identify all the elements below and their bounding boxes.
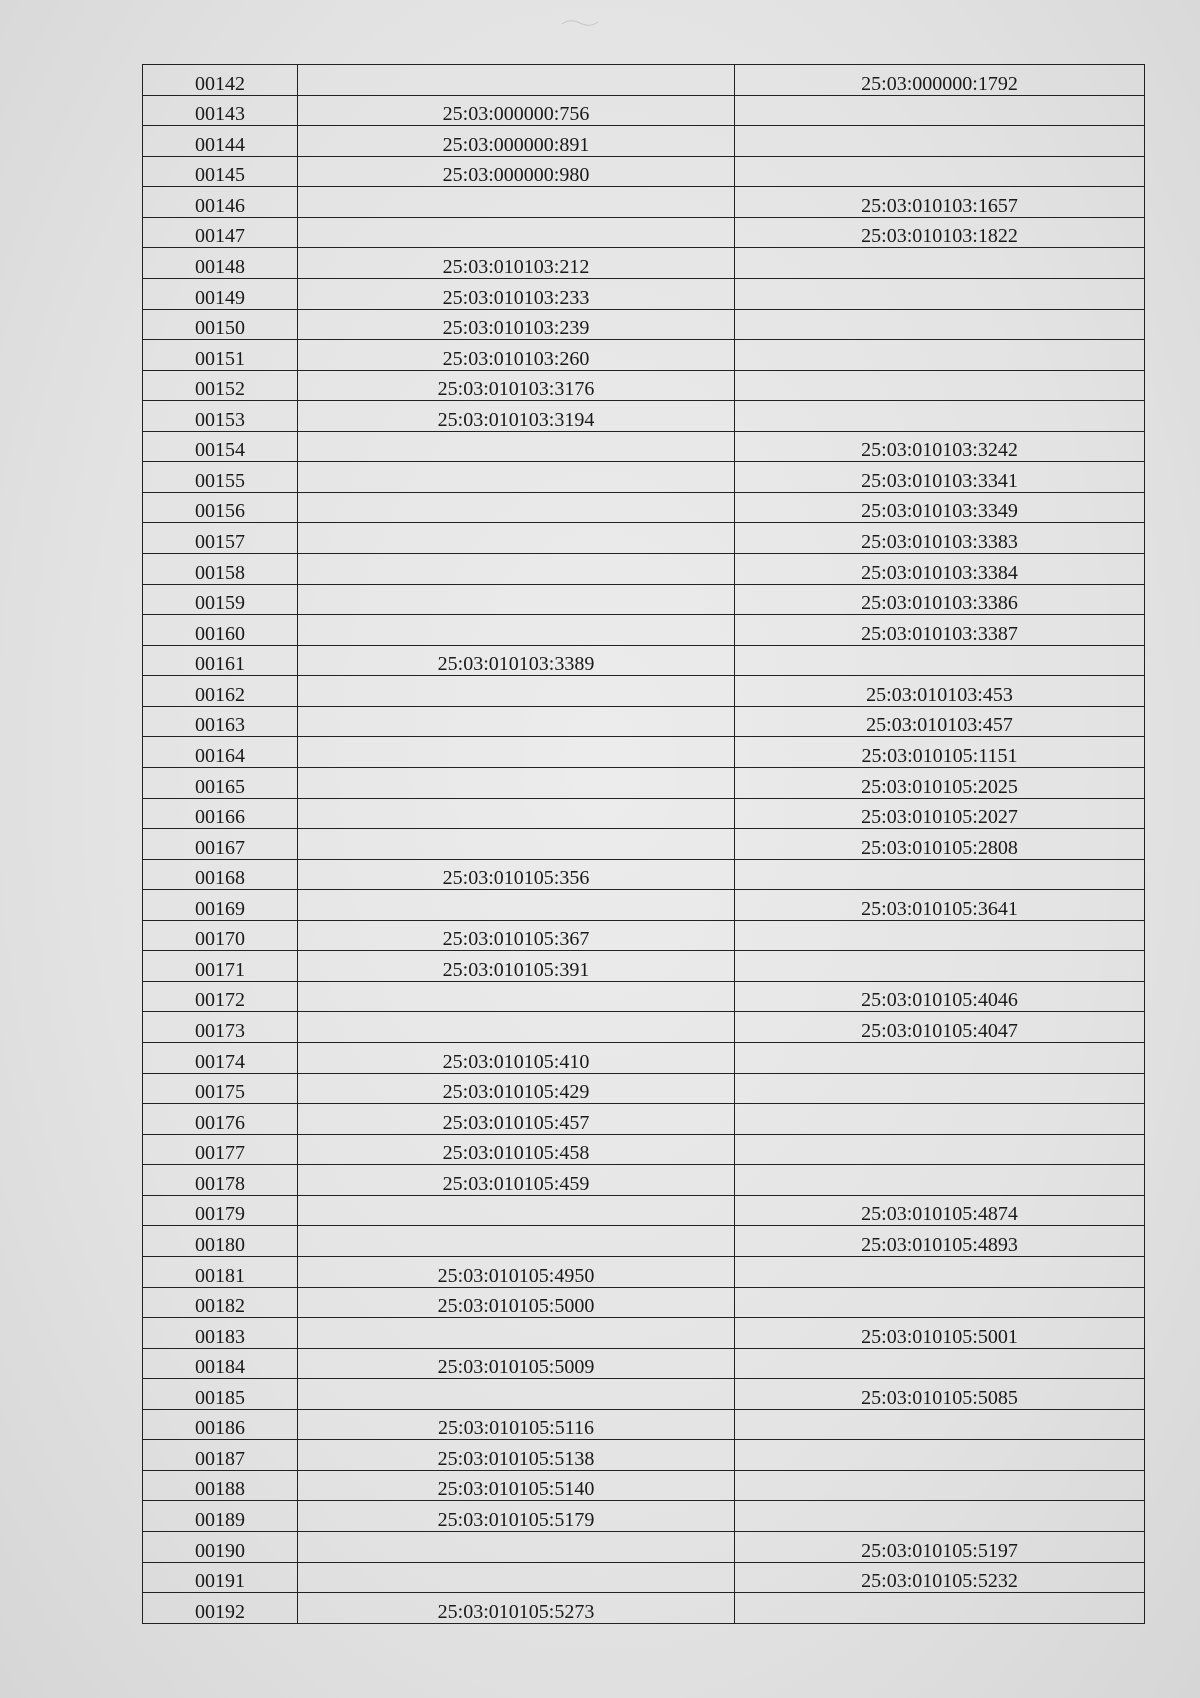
row-number-cell: 00171 [143, 951, 298, 982]
row-number-cell: 00182 [143, 1287, 298, 1318]
cadastral-number-cell-a: 25:03:010105:5138 [298, 1440, 735, 1471]
cadastral-number-cell-b [735, 1256, 1145, 1287]
cadastral-number-cell-a: 25:03:010105:5179 [298, 1501, 735, 1532]
cadastral-number-cell-a [298, 1532, 735, 1563]
cadastral-number-cell-a [298, 706, 735, 737]
cadastral-number-cell-a: 25:03:000000:756 [298, 95, 735, 126]
cadastral-number-cell-a: 25:03:010105:367 [298, 920, 735, 951]
cadastral-number-cell-a [298, 1195, 735, 1226]
cadastral-number-cell-a: 25:03:010105:429 [298, 1073, 735, 1104]
table-row [143, 676, 1145, 707]
row-number-cell: 00147 [143, 217, 298, 248]
table-row [143, 859, 1145, 890]
row-number-cell: 00157 [143, 523, 298, 554]
cadastral-number-cell-b [735, 1470, 1145, 1501]
table-row [143, 1593, 1145, 1624]
cadastral-number-cell-b [735, 920, 1145, 951]
row-number-cell: 00162 [143, 676, 298, 707]
cadastral-number-cell-a [298, 1318, 735, 1349]
row-number-cell: 00187 [143, 1440, 298, 1471]
row-number-cell: 00177 [143, 1134, 298, 1165]
cadastral-number-cell-a [298, 737, 735, 768]
cadastral-number-cell-a [298, 65, 735, 96]
table-row [143, 126, 1145, 157]
cadastral-number-cell-b [735, 401, 1145, 432]
cadastral-number-cell-b: 25:03:010105:4047 [735, 1012, 1145, 1043]
cadastral-number-cell-a: 25:03:010105:391 [298, 951, 735, 982]
table-row [143, 248, 1145, 279]
table-row [143, 890, 1145, 921]
row-number-cell: 00191 [143, 1562, 298, 1593]
cadastral-number-cell-b: 25:03:010105:5001 [735, 1318, 1145, 1349]
row-number-cell: 00151 [143, 340, 298, 371]
cadastral-number-cell-b [735, 1409, 1145, 1440]
row-number-cell: 00155 [143, 462, 298, 493]
table-row [143, 1195, 1145, 1226]
cadastral-number-cell-a: 25:03:000000:891 [298, 126, 735, 157]
row-number-cell: 00180 [143, 1226, 298, 1257]
table-row [143, 1470, 1145, 1501]
cadastral-number-cell-b [735, 859, 1145, 890]
cadastral-number-cell-b [735, 1348, 1145, 1379]
table-row [143, 187, 1145, 218]
cadastral-number-cell-a: 25:03:010105:410 [298, 1043, 735, 1074]
cadastral-number-cell-b: 25:03:010105:1151 [735, 737, 1145, 768]
table-row [143, 431, 1145, 462]
cadastral-number-cell-a [298, 462, 735, 493]
table-body [143, 65, 1145, 1624]
cadastral-number-cell-b: 25:03:010103:457 [735, 706, 1145, 737]
cadastral-number-cell-b: 25:03:010105:4893 [735, 1226, 1145, 1257]
table-row [143, 1165, 1145, 1196]
cadastral-number-cell-b: 25:03:010105:5197 [735, 1532, 1145, 1563]
table-row [143, 1562, 1145, 1593]
table-row [143, 981, 1145, 1012]
cadastral-number-cell-b: 25:03:010105:4874 [735, 1195, 1145, 1226]
cadastral-number-cell-b: 25:03:010103:3242 [735, 431, 1145, 462]
cadastral-number-cell-a [298, 890, 735, 921]
cadastral-number-cell-b [735, 248, 1145, 279]
row-number-cell: 00181 [143, 1256, 298, 1287]
cadastral-number-cell-b [735, 340, 1145, 371]
row-number-cell: 00179 [143, 1195, 298, 1226]
cadastral-number-cell-b: 25:03:010105:2808 [735, 829, 1145, 860]
row-number-cell: 00145 [143, 156, 298, 187]
cadastral-number-cell-b: 25:03:010105:5232 [735, 1562, 1145, 1593]
table-row [143, 554, 1145, 585]
cadastral-number-cell-b [735, 1104, 1145, 1135]
cadastral-number-cell-b [735, 1501, 1145, 1532]
row-number-cell: 00176 [143, 1104, 298, 1135]
cadastral-number-cell-b [735, 126, 1145, 157]
row-number-cell: 00186 [143, 1409, 298, 1440]
table-row [143, 920, 1145, 951]
cadastral-number-cell-b [735, 645, 1145, 676]
row-number-cell: 00153 [143, 401, 298, 432]
row-number-cell: 00143 [143, 95, 298, 126]
cadastral-number-cell-a: 25:03:000000:980 [298, 156, 735, 187]
row-number-cell: 00178 [143, 1165, 298, 1196]
cadastral-number-cell-a [298, 1379, 735, 1410]
cadastral-number-cell-a [298, 1226, 735, 1257]
table-row [143, 1134, 1145, 1165]
cadastral-number-cell-b: 25:03:010103:1822 [735, 217, 1145, 248]
table-row [143, 1256, 1145, 1287]
row-number-cell: 00169 [143, 890, 298, 921]
table-row [143, 278, 1145, 309]
table-row [143, 1379, 1145, 1410]
cadastral-number-cell-b: 25:03:010103:1657 [735, 187, 1145, 218]
row-number-cell: 00163 [143, 706, 298, 737]
cadastral-number-cell-a: 25:03:010103:260 [298, 340, 735, 371]
row-number-cell: 00166 [143, 798, 298, 829]
table-row [143, 156, 1145, 187]
row-number-cell: 00174 [143, 1043, 298, 1074]
row-number-cell: 00172 [143, 981, 298, 1012]
table-row [143, 370, 1145, 401]
row-number-cell: 00188 [143, 1470, 298, 1501]
cadastral-number-cell-a: 25:03:010103:3176 [298, 370, 735, 401]
cadastral-number-cell-b [735, 156, 1145, 187]
table-row [143, 584, 1145, 615]
cadastral-number-cell-a [298, 798, 735, 829]
cadastral-number-cell-a [298, 554, 735, 585]
table-row [143, 401, 1145, 432]
cadastral-number-cell-b: 25:03:010105:3641 [735, 890, 1145, 921]
cadastral-number-cell-a [298, 217, 735, 248]
cadastral-number-cell-b [735, 95, 1145, 126]
table-row [143, 523, 1145, 554]
row-number-cell: 00161 [143, 645, 298, 676]
cadastral-number-cell-b: 25:03:010105:2025 [735, 767, 1145, 798]
cadastral-number-cell-b [735, 1043, 1145, 1074]
cadastral-number-cell-a: 25:03:010105:5009 [298, 1348, 735, 1379]
cadastral-number-cell-b: 25:03:010103:3387 [735, 615, 1145, 646]
cadastral-number-cell-b: 25:03:010105:2027 [735, 798, 1145, 829]
cadastral-numbers-table [142, 64, 1145, 1624]
cadastral-number-cell-a [298, 584, 735, 615]
row-number-cell: 00149 [143, 278, 298, 309]
cadastral-number-cell-a: 25:03:010103:3389 [298, 645, 735, 676]
table-row [143, 767, 1145, 798]
cadastral-number-cell-b [735, 1440, 1145, 1471]
table-row [143, 95, 1145, 126]
row-number-cell: 00184 [143, 1348, 298, 1379]
cadastral-number-cell-a [298, 981, 735, 1012]
cadastral-number-cell-b [735, 1134, 1145, 1165]
cadastral-number-cell-b [735, 309, 1145, 340]
cadastral-number-cell-a: 25:03:010105:5273 [298, 1593, 735, 1624]
row-number-cell: 00152 [143, 370, 298, 401]
table-row [143, 615, 1145, 646]
row-number-cell: 00189 [143, 1501, 298, 1532]
table-row [143, 1043, 1145, 1074]
row-number-cell: 00164 [143, 737, 298, 768]
cadastral-number-cell-b [735, 1593, 1145, 1624]
cadastral-number-cell-a [298, 431, 735, 462]
cadastral-number-cell-b [735, 1073, 1145, 1104]
row-number-cell: 00158 [143, 554, 298, 585]
row-number-cell: 00146 [143, 187, 298, 218]
cadastral-number-cell-b: 25:03:000000:1792 [735, 65, 1145, 96]
cadastral-number-cell-a: 25:03:010105:5140 [298, 1470, 735, 1501]
cadastral-number-cell-a [298, 523, 735, 554]
cadastral-number-cell-a [298, 615, 735, 646]
table-row [143, 492, 1145, 523]
table-row [143, 1501, 1145, 1532]
row-number-cell: 00142 [143, 65, 298, 96]
table-row [143, 340, 1145, 371]
row-number-cell: 00144 [143, 126, 298, 157]
row-number-cell: 00168 [143, 859, 298, 890]
cadastral-number-cell-a: 25:03:010105:356 [298, 859, 735, 890]
cadastral-number-cell-b: 25:03:010103:3341 [735, 462, 1145, 493]
row-number-cell: 00160 [143, 615, 298, 646]
cadastral-number-cell-b [735, 951, 1145, 982]
table-row [143, 1226, 1145, 1257]
table-row [143, 1318, 1145, 1349]
cadastral-number-cell-a: 25:03:010105:459 [298, 1165, 735, 1196]
cadastral-number-cell-b [735, 278, 1145, 309]
cadastral-number-cell-a [298, 1012, 735, 1043]
row-number-cell: 00148 [143, 248, 298, 279]
row-number-cell: 00167 [143, 829, 298, 860]
cadastral-number-cell-a [298, 676, 735, 707]
cadastral-number-cell-a [298, 767, 735, 798]
cadastral-number-cell-a: 25:03:010103:212 [298, 248, 735, 279]
table-row [143, 217, 1145, 248]
table-row [143, 1012, 1145, 1043]
table-row [143, 1532, 1145, 1563]
cadastral-number-cell-a [298, 187, 735, 218]
row-number-cell: 00154 [143, 431, 298, 462]
table-row [143, 798, 1145, 829]
row-number-cell: 00173 [143, 1012, 298, 1043]
table-row [143, 462, 1145, 493]
table-row [143, 737, 1145, 768]
table-row [143, 645, 1145, 676]
row-number-cell: 00183 [143, 1318, 298, 1349]
table-row [143, 65, 1145, 96]
table-row [143, 1104, 1145, 1135]
cadastral-number-cell-b [735, 1287, 1145, 1318]
table-row [143, 1409, 1145, 1440]
table-row [143, 951, 1145, 982]
table-row [143, 706, 1145, 737]
cadastral-number-cell-b: 25:03:010103:3384 [735, 554, 1145, 585]
cadastral-number-cell-a [298, 829, 735, 860]
cadastral-number-cell-a: 25:03:010105:458 [298, 1134, 735, 1165]
table-row [143, 309, 1145, 340]
cadastral-number-cell-b: 25:03:010103:3383 [735, 523, 1145, 554]
cadastral-number-cell-b: 25:03:010103:3349 [735, 492, 1145, 523]
row-number-cell: 00159 [143, 584, 298, 615]
cadastral-number-cell-a: 25:03:010105:4950 [298, 1256, 735, 1287]
row-number-cell: 00165 [143, 767, 298, 798]
cadastral-number-cell-a [298, 492, 735, 523]
scan-smudge [560, 16, 600, 30]
row-number-cell: 00190 [143, 1532, 298, 1563]
table-row [143, 1287, 1145, 1318]
table-row [143, 1348, 1145, 1379]
cadastral-number-cell-b [735, 1165, 1145, 1196]
cadastral-number-cell-a [298, 1562, 735, 1593]
cadastral-number-cell-a: 25:03:010103:233 [298, 278, 735, 309]
row-number-cell: 00192 [143, 1593, 298, 1624]
table-row [143, 829, 1145, 860]
cadastral-number-cell-a: 25:03:010105:457 [298, 1104, 735, 1135]
row-number-cell: 00156 [143, 492, 298, 523]
cadastral-number-cell-b: 25:03:010105:5085 [735, 1379, 1145, 1410]
cadastral-number-cell-b: 25:03:010103:453 [735, 676, 1145, 707]
cadastral-number-cell-a: 25:03:010103:3194 [298, 401, 735, 432]
row-number-cell: 00150 [143, 309, 298, 340]
row-number-cell: 00175 [143, 1073, 298, 1104]
cadastral-number-cell-b: 25:03:010105:4046 [735, 981, 1145, 1012]
row-number-cell: 00170 [143, 920, 298, 951]
cadastral-number-cell-a: 25:03:010105:5000 [298, 1287, 735, 1318]
table-row [143, 1073, 1145, 1104]
table-row [143, 1440, 1145, 1471]
cadastral-number-cell-a: 25:03:010103:239 [298, 309, 735, 340]
cadastral-number-cell-a: 25:03:010105:5116 [298, 1409, 735, 1440]
cadastral-number-cell-b: 25:03:010103:3386 [735, 584, 1145, 615]
cadastral-number-cell-b [735, 370, 1145, 401]
row-number-cell: 00185 [143, 1379, 298, 1410]
